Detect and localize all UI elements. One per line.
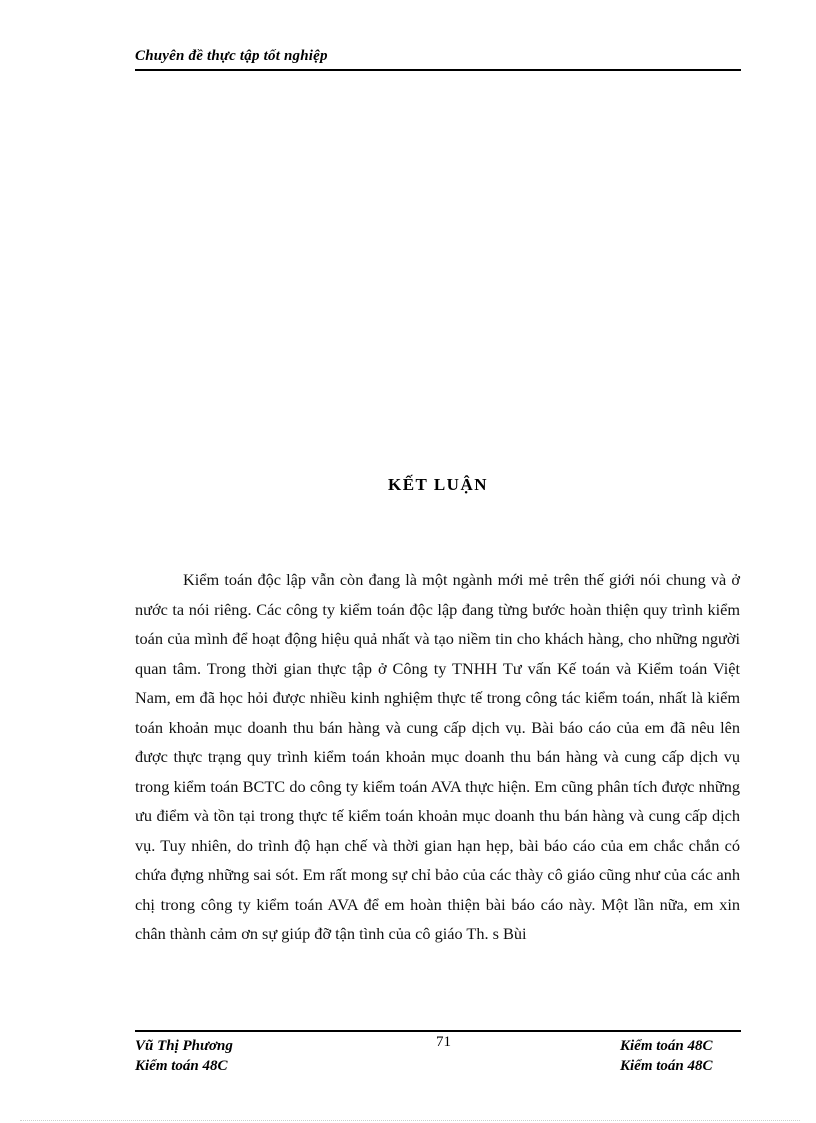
page-number: 71 <box>436 1034 451 1050</box>
footer-class-right-2: Kiểm toán 48C <box>620 1058 713 1074</box>
page-edge-divider <box>20 1120 800 1121</box>
footer-class-right-1: Kiểm toán 48C <box>620 1038 713 1054</box>
body-paragraph: Kiểm toán độc lập vẫn còn đang là một ngành mới mẻ trên thế giới nói chung và ở nước ta nói riêng. Các công ty kiểm toán độc lập đang từng bước hoàn thiện quy trình kiểm toán của mình để hoạt động hiệu quả nhất và tạo niềm tin cho khách hàng, cho những người quan tâm. Trong thời gian thực tập ở Công ty TNHH Tư vấn Kế toán và Kiểm toán Việt Nam, em đã học hỏi được nhiều kinh nghiệm thực tế trong công tác kiểm toán, nhất là kiểm toán khoản mục doanh thu bán hàng và cung cấp dịch vụ. Bài báo cáo của em đã nêu lên được thực trạng quy trình kiểm toán khoản mục doanh thu bán hàng và cung cấp dịch vụ trong kiểm toán BCTC do công ty kiểm toán AVA thực hiện. Em cũng phân tích được những ưu điểm và tồn tại trong thực tế kiểm toán khoản mục doanh thu bán hàng và cung cấp dịch vụ. Tuy nhiên, do trình độ hạn chế và thời gian hạn hẹp, bài báo cáo của em chắc chắn có chứa đựng những sai sót. Em rất mong sự chỉ bảo của các thày cô giáo cũng như của các anh chị trong công ty kiểm toán AVA để em hoàn thiện bài báo cáo này. Một lần nữa, em xin chân thành cảm ơn sự giúp đỡ tận tình của cô giáo Th. s Bùi <box>135 570 740 943</box>
header-divider <box>135 69 741 71</box>
footer-left-block <box>135 1036 233 1076</box>
footer-right-block <box>620 1036 713 1076</box>
footer-divider <box>135 1030 741 1032</box>
footer-author: Vũ Thị Phương <box>135 1038 233 1054</box>
running-header-title: Chuyên đề thực tập tốt nghiệp <box>135 48 328 64</box>
section-title: KẾT LUẬN <box>387 475 488 494</box>
footer-class-left: Kiểm toán 48C <box>135 1058 228 1074</box>
